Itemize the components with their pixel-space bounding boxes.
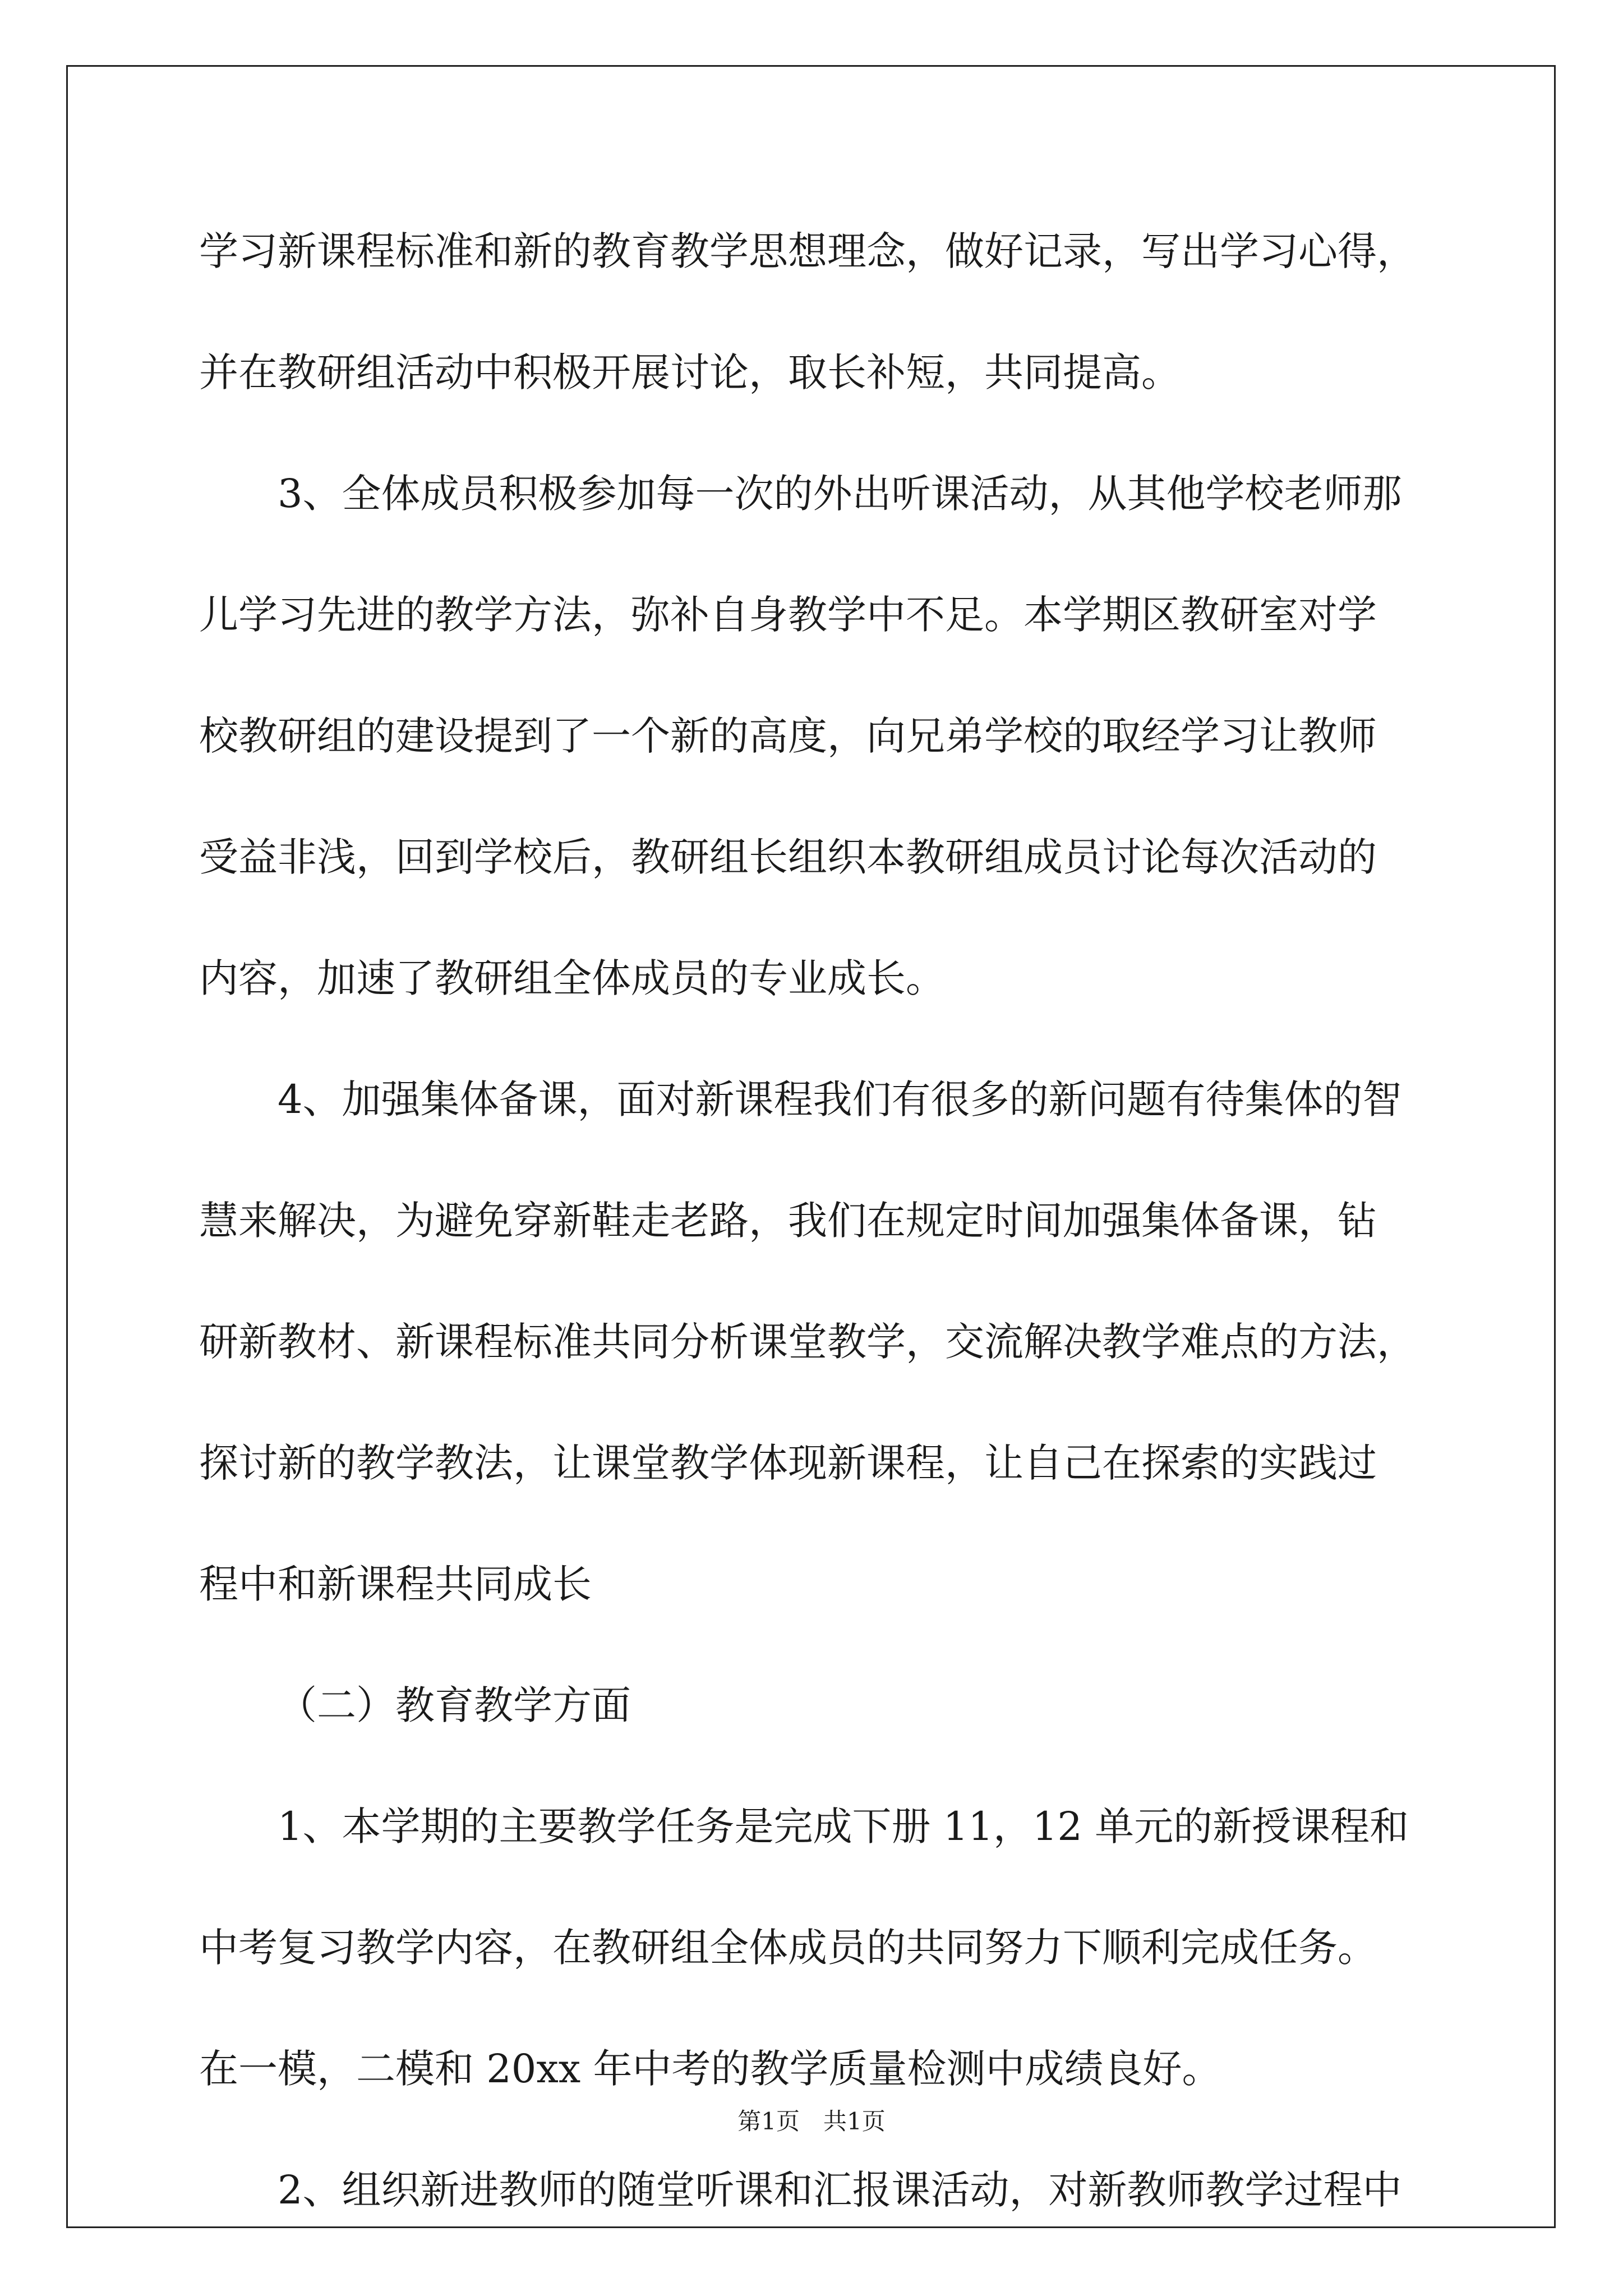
section-heading: （二）教育教学方面 <box>278 1682 631 1728</box>
text-line-11: 探讨新的教学教法，让课堂教学体现新课程，让自己在探索的实践过 <box>199 1440 1377 1486</box>
text-line-9: 慧来解决，为避免穿新鞋走老路，我们在规定时间加强集体备课，钻 <box>199 1198 1377 1244</box>
text-line-14: 1、本学期的主要教学任务是完成下册 11，12 单元的新授课程和 <box>278 1803 1409 1849</box>
text-line-5: 校教研组的建设提到了一个新的高度，向兄弟学校的取经学习让教师 <box>199 713 1377 759</box>
text-line-6: 受益非浅，回到学校后，教研组长组织本教研组成员讨论每次活动的 <box>199 834 1377 880</box>
document-body <box>199 191 1433 2251</box>
text-line-2: 并在教研组活动中积极开展讨论，取长补短，共同提高。 <box>199 349 1181 395</box>
text-line-8: 4、加强集体备课，面对新课程我们有很多的新问题有待集体的智 <box>278 1076 1402 1122</box>
text-line-10: 研新教材、新课程标准共同分析课堂教学，交流解决教学难点的方法， <box>199 1319 1416 1365</box>
page-footer: 第1页 共1页 <box>737 2108 886 2135</box>
text-line-16: 在一模，二模和 20xx 年中考的教学质量检测中成绩良好。 <box>199 2046 1221 2092</box>
text-line-4: 儿学习先进的教学方法，弥补自身教学中不足。本学期区教研室对学 <box>199 592 1377 638</box>
text-line-1: 学习新课程标准和新的教育教学思想理念，做好记录，写出学习心得， <box>199 228 1416 274</box>
text-line-3: 3、全体成员积极参加每一次的外出听课活动，从其他学校老师那 <box>278 471 1402 517</box>
text-line-7: 内容，加速了教研组全体成员的专业成长。 <box>199 955 945 1001</box>
text-line-12: 程中和新课程共同成长 <box>199 1561 592 1607</box>
text-line-17: 2、组织新进教师的随堂听课和汇报课活动，对新教师教学过程中 <box>278 2167 1402 2213</box>
text-line-15: 中考复习教学内容，在教研组全体成员的共同努力下顺利完成任务。 <box>199 1925 1377 1971</box>
